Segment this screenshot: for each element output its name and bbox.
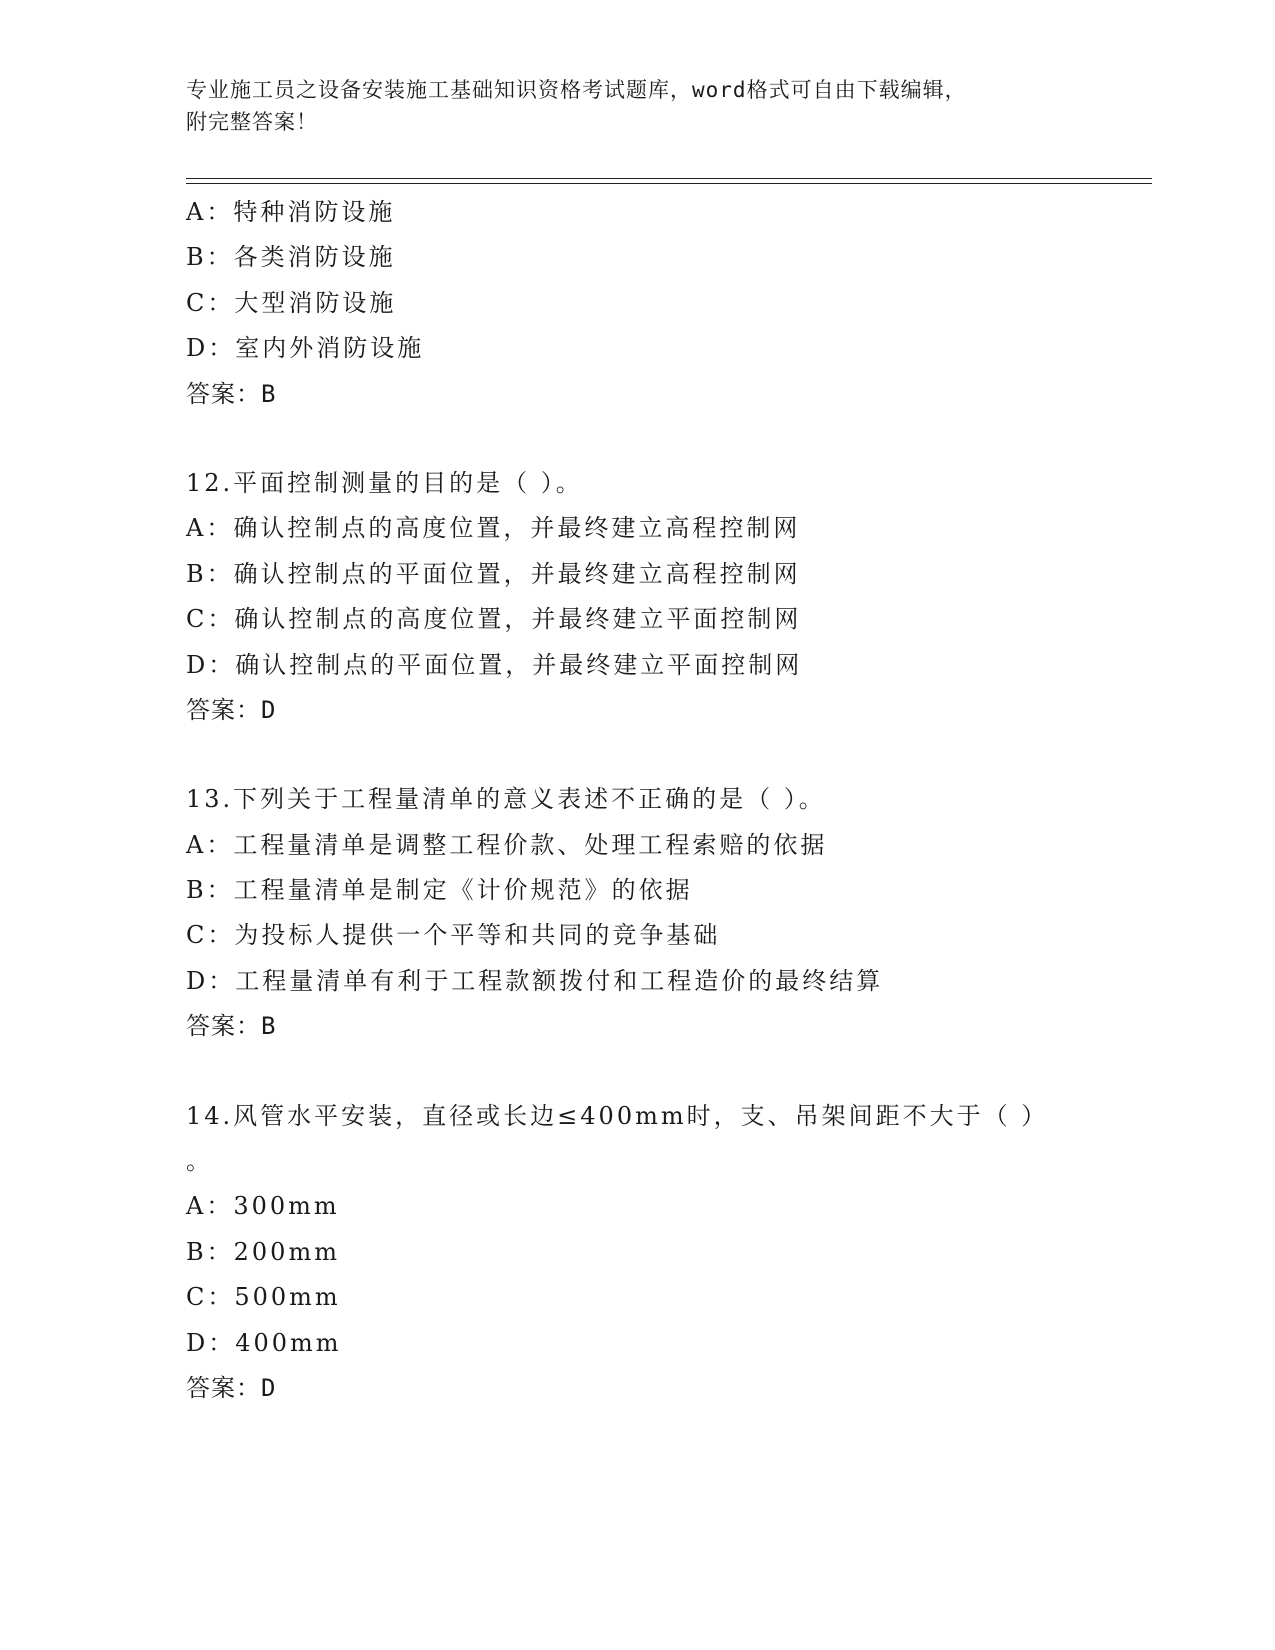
q14-option-d: D：400mm: [186, 1328, 342, 1357]
q12-option-d: D：确认控制点的平面位置，并最终建立平面控制网: [186, 650, 803, 679]
question-list: [186, 190, 1152, 1411]
q11-answer: 答案：B: [186, 379, 277, 408]
q12-option-c: C：确认控制点的高度位置，并最终建立平面控制网: [186, 605, 802, 634]
q12-question: 12.平面控制测量的目的是（ ）。: [186, 468, 583, 497]
q12-answer: 答案：D: [186, 695, 277, 724]
q11-option-b: B：各类消防设施: [186, 243, 396, 272]
q13-option-d: D：工程量清单有利于工程款额拨付和工程造价的最终结算: [186, 966, 884, 995]
q13-option-c: C：为投标人提供一个平等和共同的竞争基础: [186, 921, 721, 950]
q11-option-c: C：大型消防设施: [186, 288, 397, 317]
question-spacer: [186, 417, 1152, 461]
q14-option-c: C：500mm: [186, 1283, 341, 1312]
question-12: [186, 461, 1152, 733]
q14-question-line-1: 14.风管水平安装，直径或长边≤400mm时，支、吊架间距不大于（ ）: [186, 1101, 1049, 1130]
question-spacer: [186, 733, 1152, 777]
header-divider-top: [186, 178, 1152, 179]
q12-option-a: A：确认控制点的高度位置，并最终建立高程控制网: [186, 514, 801, 543]
header-line-1: 专业施工员之设备安装施工基础知识资格考试题库，word格式可自由下载编辑，: [186, 78, 967, 102]
q14-option-a: A：300mm: [186, 1192, 340, 1221]
header-divider-bottom: [186, 183, 1152, 184]
question-13: [186, 777, 1152, 1049]
q13-answer: 答案：B: [186, 1012, 277, 1041]
question-11: [186, 190, 1152, 417]
q13-question: 13.下列关于工程量清单的意义表述不正确的是（ ）。: [186, 785, 826, 814]
q14-option-b: B：200mm: [186, 1237, 340, 1266]
q13-option-b: B：工程量清单是制定《计价规范》的依据: [186, 876, 693, 905]
question-spacer: [186, 1050, 1152, 1094]
q14-answer: 答案：D: [186, 1373, 277, 1402]
q12-option-b: B：确认控制点的平面位置，并最终建立高程控制网: [186, 559, 801, 588]
header-line-2: 附完整答案！: [186, 110, 318, 134]
q11-option-a: A：特种消防设施: [186, 198, 396, 226]
question-14: [186, 1094, 1152, 1412]
q14-question-line-2: 。: [186, 1147, 213, 1176]
q13-option-a: A：工程量清单是调整工程价款、处理工程索赔的依据: [186, 830, 828, 859]
q11-option-d: D：室内外消防设施: [186, 334, 425, 363]
document-header: [186, 74, 1066, 138]
